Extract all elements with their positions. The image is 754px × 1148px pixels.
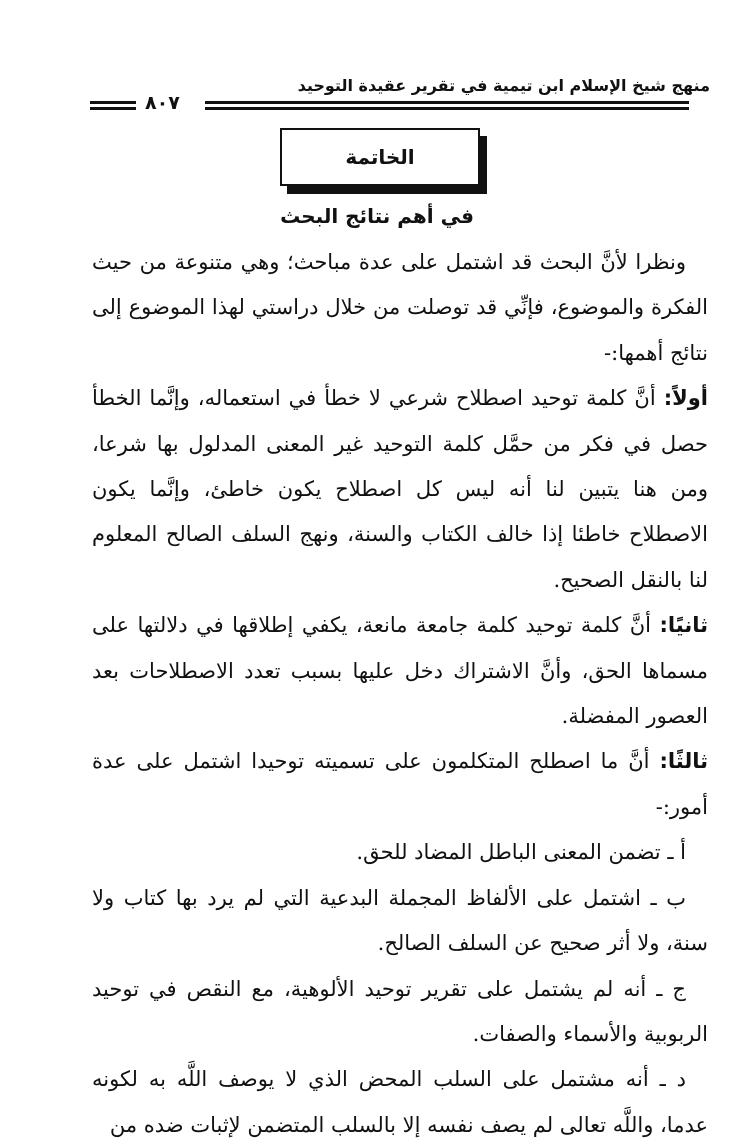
section-title-box xyxy=(280,128,480,186)
point-lead: ثالثًا: xyxy=(659,749,708,774)
point-text: أنَّ كلمة توحيد كلمة جامعة مانعة، يكفي إطلاقها في دلالتها على مسماها الحق، وأنَّ الاشتراك دخل عليها بسبب تعدد الاصطلاحات بعد العصور المفضلة. xyxy=(92,613,708,729)
point-lead: ثانيًا: xyxy=(659,613,708,638)
header-rule xyxy=(90,101,136,104)
subpoint-c: ج ـ أنه لم يشتمل على تقرير توحيد الألوهية، مع النقص في توحيد الربوبية والأسماء والصفات. xyxy=(92,976,708,1046)
subpoint-b: ب ـ اشتمل على الألفاظ المجملة البدعية التي لم يرد بها كتاب ولا سنة، ولا أثر صحيح عن السلف الصالح. xyxy=(92,885,708,956)
section-title: الخاتمة xyxy=(345,145,415,169)
running-header-title: منهج شيخ الإسلام ابن تيمية في تقرير عقيدة التوحيد xyxy=(297,76,710,95)
header-rule xyxy=(205,101,689,104)
point-paragraph-1 xyxy=(92,376,708,603)
section-subtitle: في أهم نتائج البحث xyxy=(280,204,474,228)
subpoint-a: أ ـ تضمن المعنى الباطل المضاد للحق. xyxy=(356,840,686,865)
header-rule xyxy=(205,107,689,110)
subpoint-d: د ـ أنه مشتمل على السلب المحض الذي لا يوصف اللَّه به لكونه عدما، واللَّه تعالى لم يصف نفسه إلا بالسلب المتضمن لإثبات ضده من xyxy=(92,1067,708,1137)
page-number: ٨٠٧ xyxy=(145,92,180,114)
point-lead: أولاً: xyxy=(663,386,708,411)
header-rule xyxy=(90,107,136,110)
body-text xyxy=(92,240,708,1148)
point-paragraph-2 xyxy=(92,603,708,739)
intro-paragraph: ونظرا لأنَّ البحث قد اشتمل على عدة مباحث؛ وهي متنوعة من حيث الفكرة والموضوع، فإنِّي قد توصلت من خلال دراستي لهذا الموضوع إلى نتائج أهمها:- xyxy=(92,250,708,365)
point-text: أنَّ ما اصطلح المتكلمون على تسميته توحيدا اشتمل على عدة أمور:- xyxy=(92,749,708,819)
point-text: أنَّ كلمة توحيد اصطلاح شرعي لا خطأ في استعماله، وإنَّما الخطأ حصل في فكر من حمَّل كلمة التوحيد غير المعنى المدلول بها شرعا، ومن هنا يتبين لنا أنه ليس كل اصطلاح يكون خاطئ، وإنَّما يكون الاصطلاح خاطئا إذا خالف الكتاب والسنة، ونهج السلف الصالح المعلوم لنا بالنقل الصحيح. xyxy=(92,386,708,592)
point-paragraph-3 xyxy=(92,739,708,830)
